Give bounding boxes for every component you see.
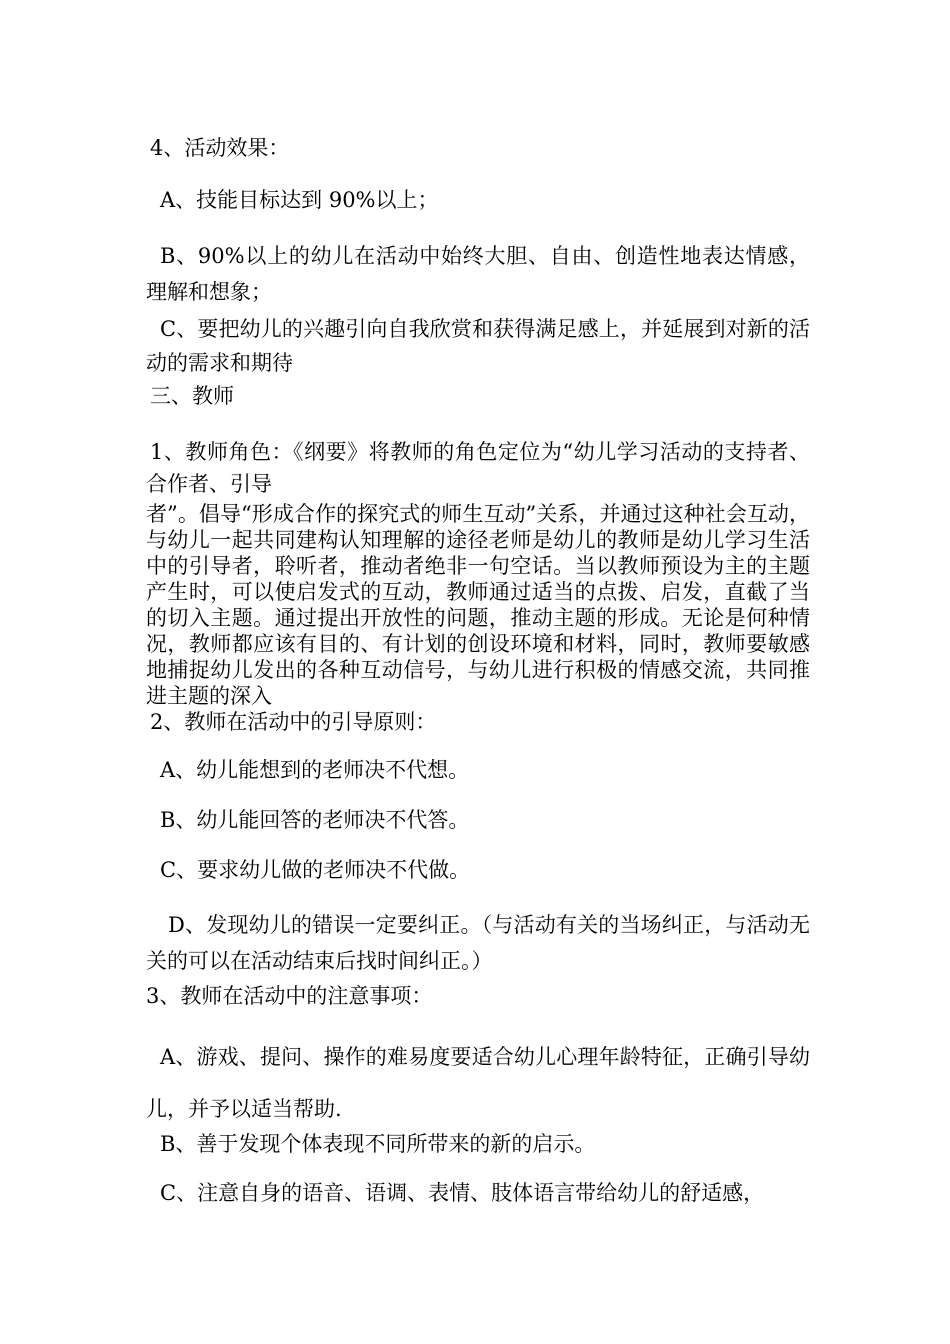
section-4-heading: 4、活动效果： [150, 136, 290, 160]
teacher-role-body: 者”。倡导“形成合作的探究式的师生互动”关系，并通过这种社会互动，与幼儿一起共同建构认知理解的途径老师是幼儿的教师是幼儿学习生活中的引导者，聆听者，推动者绝非一句空话。当以教师预设为主的主题产生时，可以使启发式的互动，教师通过适当的点拨、启发，直截了当的切入主题。通过提出开放性的问题，推动主题的形成。无论是何种情况，教师都应该有目的、有计划的创设环境和材料，同时，教师要敏感地捕捉幼儿发出的各种互动信号，与幼儿进行积极的情感交流，共同推进主题的深入 [146, 502, 810, 708]
effect-a: A、技能目标达到 90%以上； [160, 188, 439, 212]
note-a: A、游戏、提问、操作的难易度要适合幼儿心理年龄特征，正确引导幼儿，并予以适当帮助. [146, 1045, 810, 1121]
effect-b: B、90%以上的幼儿在活动中始终大胆、自由、创造性地表达情感，理解和想象； [146, 244, 810, 304]
teacher-role-intro: 1、教师角色：《纲要》将教师的角色定位为“幼儿学习活动的支持者、合作者、引导 [146, 440, 810, 496]
principle-b: B、幼儿能回答的老师决不代答。 [160, 808, 470, 832]
principle-d: D、发现幼儿的错误一定要纠正。（与活动有关的当场纠正，与活动无关的可以在活动结束后找时间纠正。） [146, 913, 810, 973]
notes-heading: 3、教师在活动中的注意事项： [146, 984, 433, 1008]
principle-a: A、幼儿能想到的老师决不代想。 [160, 758, 470, 782]
section-3-heading: 三、教师 [150, 384, 234, 408]
note-c: C、注意自身的语音、语调、表情、肢体语言带给幼儿的舒适感， [160, 1181, 765, 1205]
principles-heading: 2、教师在活动中的引导原则： [150, 710, 437, 734]
note-b: B、善于发现个体表现不同所带来的新的启示。 [160, 1132, 596, 1156]
principle-c: C、要求幼儿做的老师决不代做。 [160, 858, 471, 882]
effect-c: C、要把幼儿的兴趣引向自我欣赏和获得满足感上，并延展到对新的活动的需求和期待 [146, 317, 810, 375]
